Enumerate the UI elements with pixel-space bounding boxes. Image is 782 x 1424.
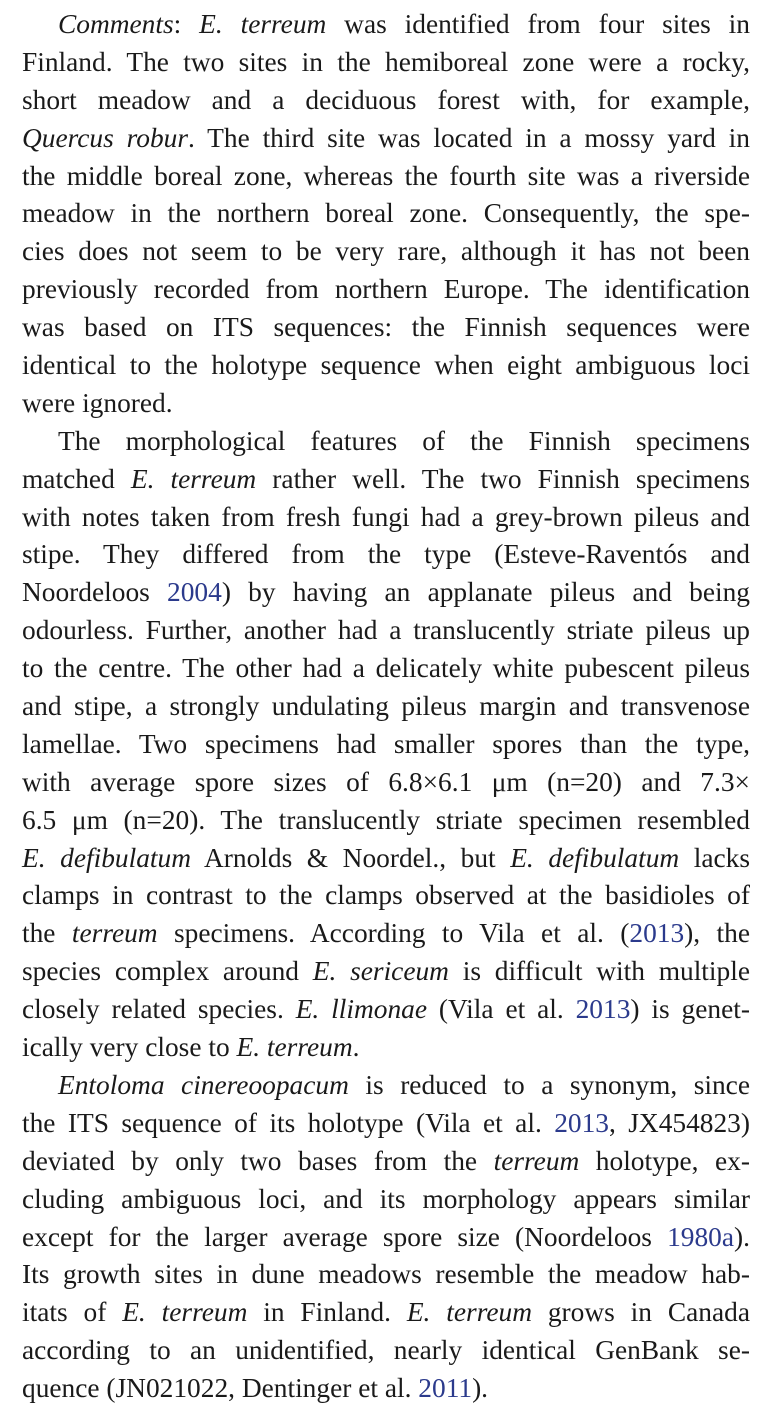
line-text: 6.5 μm (n=20). The translucently striate specimen resembled [22,804,750,835]
italic-text: E. defibulatum [22,842,191,873]
line-text: Arnolds & Noordel., but [190,842,511,873]
text-line [22,612,750,650]
text-line [22,1029,750,1067]
citation-link[interactable]: 2013 [629,918,685,949]
text-line [22,347,750,385]
citation-link[interactable]: 2013 [554,1107,609,1138]
text-line [22,423,750,461]
text-line [22,233,750,271]
text-line [22,764,750,802]
line-text: is difficult with multiple [448,956,750,987]
text-line [22,802,750,840]
line-text: previously recorded from northern Europe. The identification [22,274,750,305]
line-text: was identified from four sites in [326,9,750,39]
line-text: (Vila et al. [427,994,576,1025]
citation-link[interactable]: 2011 [418,1373,473,1404]
text-line [22,82,750,120]
italic-text: Entoloma cinereoopacum [58,1069,349,1100]
text-line [22,877,750,915]
italic-text: E. terreum [199,9,327,39]
italic-text: E. defibulatum [510,842,680,873]
citation-link[interactable]: 1980a [667,1221,735,1252]
line-text: clamps in contrast to the clamps observed at the basidioles of [22,880,750,911]
line-text: Noordeloos [22,577,168,608]
text-line [22,650,750,688]
text-line [22,309,750,347]
italic-text: terreum [71,918,158,949]
line-text: cies does not seem to be very rare, although it has not been [22,236,750,267]
line-text: ) is genet- [630,994,750,1025]
line-text: with average spore sizes of 6.8×6.1 μm (n=20) and 7.3× [22,766,750,797]
italic-text: E. terreum [406,1297,532,1328]
line-text: Finland. The two sites in the hemiboreal zone were a rocky, [22,46,750,77]
italic-text: Quercus robur [22,122,188,153]
text-line [22,44,750,82]
text-line [22,1105,750,1143]
text-line [22,1332,750,1370]
line-text: ) by having an applanate pileus and being [221,577,750,608]
text-line [22,726,750,764]
line-text: the ITS sequence of its holotype (Vila et al. [22,1107,555,1138]
line-text: except for the larger average spore size (Noordeloos [22,1221,668,1252]
line-text: quence (JN021022, Dentinger et al. [22,1373,419,1404]
text-line [22,1294,750,1332]
line-text: holotype, ex- [579,1145,751,1176]
italic-text: E. sericeum [312,956,449,987]
text-line [22,1181,750,1219]
italic-text: E. terreum [236,1032,353,1063]
line-text: was based on ITS sequences: the Finnish sequences were [22,312,750,343]
text-line [22,840,750,878]
text-line [22,1067,750,1105]
line-text: , JX454823) [609,1107,750,1138]
line-text: species complex around [22,956,313,987]
citation-link[interactable]: 2013 [575,994,631,1025]
line-text: The morphological features of the Finnish specimens [58,425,750,456]
text-line [22,574,750,612]
text-line [22,915,750,953]
line-text: were ignored. [22,387,173,418]
line-text: Its growth sites in dune meadows resemble the meadow hab- [22,1259,750,1290]
italic-text: E. terreum [130,463,257,494]
line-text: and stipe, a strongly undulating pileus margin and transvenose [22,691,750,722]
line-text: . The third site was located in a mossy yard in [188,122,750,153]
line-text: deviated by only two bases from the [22,1145,494,1176]
line-text: cluding ambiguous loci, and its morphology appears similar [22,1183,750,1214]
text-line [22,499,750,537]
line-text: the middle boreal zone, whereas the fourth site was a riverside [22,160,750,191]
line-text: the [22,918,72,949]
paper-body-text [22,6,750,1408]
line-text: according to an unidentified, nearly identical GenBank se- [22,1335,750,1366]
line-text: in Finland. [247,1297,407,1328]
line-text: lamellae. Two specimens had smaller spores than the type, [22,728,750,759]
line-text: closely related species. [22,994,296,1025]
line-text: meadow in the northern boreal zone. Consequently, the spe- [22,198,750,229]
italic-text: Comments [58,9,174,39]
line-text: lacks [679,842,751,873]
line-text: ), the [684,918,751,949]
line-text: grows in Canada [531,1297,750,1328]
line-text: itats of [22,1297,123,1328]
line-text: specimens. According to Vila et al. ( [157,918,630,949]
italic-text: E. llimonae [295,994,428,1025]
line-text: : [173,9,200,39]
line-text: odourless. Further, another had a translucently striate pileus up [22,615,750,646]
text-line [22,385,750,423]
line-text: . [352,1032,360,1063]
text-line [22,1219,750,1257]
text-line [22,536,750,574]
line-text: identical to the holotype sequence when eight ambiguous loci [22,350,750,381]
line-text: ically very close to [22,1032,237,1063]
line-text: with notes taken from fresh fungi had a grey-brown pileus and [22,501,750,532]
text-line [22,953,750,991]
text-line [22,195,750,233]
italic-text: terreum [493,1145,580,1176]
text-line [22,120,750,158]
line-text: matched [22,463,131,494]
text-line [22,6,750,44]
text-line [22,461,750,499]
line-text: rather well. The two Finnish specimens [256,463,750,494]
citation-link[interactable]: 2004 [167,577,222,608]
text-line [22,1370,750,1408]
text-line [22,1256,750,1294]
line-text: short meadow and a deciduous forest with, for example, [22,84,750,115]
text-line [22,688,750,726]
line-text: is reduced to a synonym, since [348,1069,750,1100]
text-line [22,271,750,309]
text-line [22,991,750,1029]
text-line [22,158,750,196]
line-text: ). [472,1373,489,1404]
line-text: ). [734,1221,750,1252]
text-line [22,1143,750,1181]
line-text: to the centre. The other had a delicately white pubescent pileus [22,653,750,684]
italic-text: E. terreum [122,1297,248,1328]
line-text: stipe. They differed from the type (Esteve-Raventós and [22,539,750,570]
